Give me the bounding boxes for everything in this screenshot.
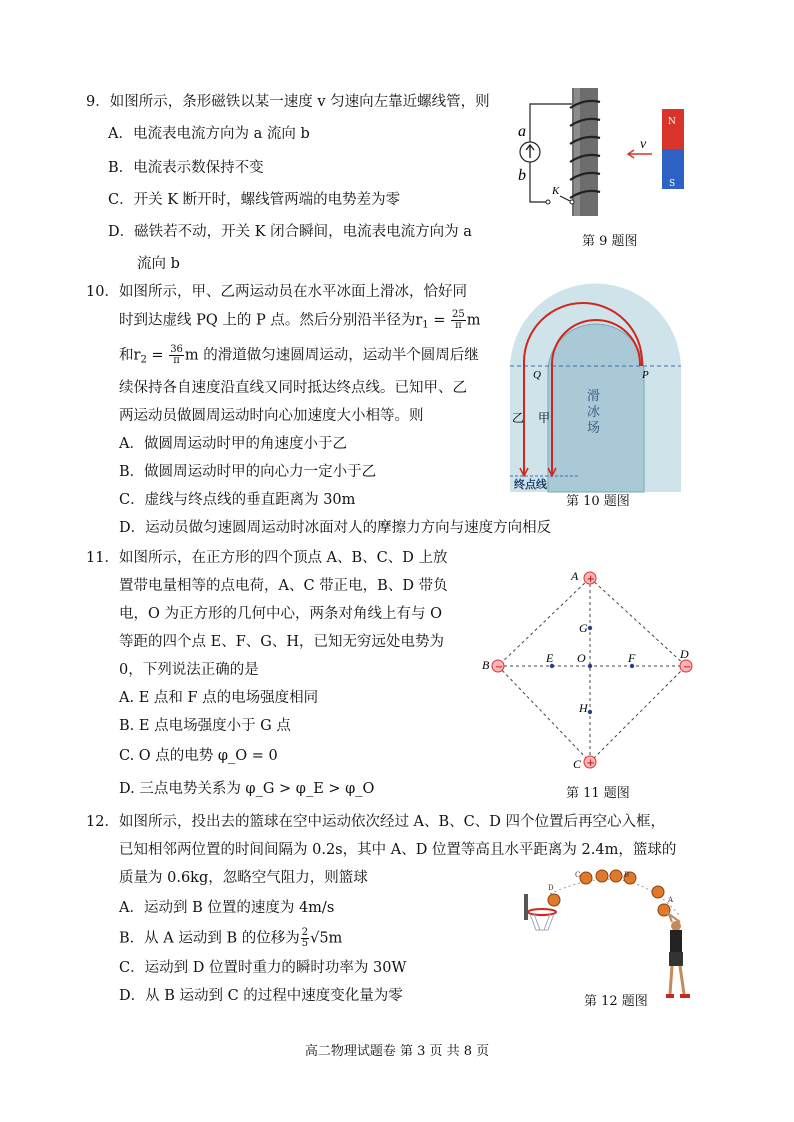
q9-option-d: D．磁铁若不动，开关 K 闭合瞬间，电流表电流方向为 a [108,224,472,240]
q9-stem: 9．如图所示，条形磁铁以某一速度 v 匀速向左靠近螺线管，则 [86,94,490,110]
q12-option-d: D．从 B 运动到 C 的过程中速度变化量为零 [119,988,403,1004]
label-h: H [579,701,588,715]
label-q: Q [533,369,541,381]
charge-d [680,660,692,673]
rink-label-3: 场 [587,421,601,436]
charge-c [584,756,596,769]
svg-text:+: + [586,758,595,769]
q10-option-b: B．做圆周运动时甲的向心力一定小于乙 [119,464,377,480]
label-finish: 终点线 [514,478,547,491]
label-jia: 甲 [538,411,551,425]
q11-option-d: D. 三点电势关系为 φ_G > φ_E > φ_O [119,781,375,797]
q12-option-c: C．运动到 D 位置时重力的瞬时功率为 30W [119,960,407,976]
q11-caption: 第 11 题图 [566,786,630,801]
q10-option-c: C．虚线与终点线的垂直距离为 30m [119,492,356,508]
point-g [588,626,592,630]
label-f: F [628,651,636,665]
q10-line3: 和$r_2$ = $\frac{36}{\pi}$ m 的滑道做匀速圆周运动，运动半个圆周后继 [119,344,479,366]
q9-figure [510,84,690,224]
q10-caption: 第 10 题图 [566,494,630,509]
rink-label-2: 冰 [587,405,601,420]
label-yi: 乙 [512,411,525,425]
label-c: C [573,757,582,771]
ball-c2 [596,870,608,882]
q11-line4: 等距的四个点 E、F、G、H，已知无穷远处电势为 [119,634,444,650]
q9-caption: 第 9 题图 [582,234,638,249]
ball-d [548,894,560,906]
q11-line2: 置带电量相等的点电荷，A、C 带正电，B、D 带负 [119,578,448,594]
q12-line3: 质量为 0.6kg，忽略空气阻力，则篮球 [119,870,368,886]
q10-option-d: D．运动员做匀速圆周运动时冰面对人的摩擦力方向与速度方向相反 [119,520,552,536]
q10-line1: 10．如图所示，甲、乙两运动员在水平冰面上滑冰，恰好同 [86,284,467,300]
q12-line1: 12．如图所示，投出去的篮球在空中运动依次经过 A、B、C、D 四个位置后再空心入框， [86,814,666,830]
q12-option-a: A．运动到 B 位置的速度为 4m/s [119,900,335,916]
svg-text:−: − [495,662,504,673]
q9-option-b: B．电流表示数保持不变 [108,160,264,176]
q11-line5: 0，下列说法正确的是 [119,662,259,678]
q10-line5: 两运动员做圆周运动时向心加速度大小相等。则 [119,408,424,424]
label-c: C [575,871,581,879]
q10-line4: 续保持各自速度沿直线又同时抵达终点线。已知甲、乙 [119,380,467,396]
label-s: S [669,179,676,189]
q12-option-b: B．从 A 运动到 B 的位移为 $\frac{2}{5}$ √5m [119,927,343,949]
label-k: K [552,185,560,197]
label-a: A [571,569,579,583]
square-outline [498,578,686,762]
label-p: P [642,369,649,381]
q11-line3: 电，O 为正方形的几何中心，两条对角线上有与 O [119,606,442,622]
q10-option-a: A．做圆周运动时甲的角速度小于乙 [119,436,347,452]
ball-c1 [580,872,592,884]
label-n: N [668,117,676,127]
label-b: B [624,871,630,879]
rink-label-1: 滑 [587,389,601,404]
q9-option-a: A．电流表电流方向为 a 流向 b [108,126,310,142]
label-d: D [548,884,554,892]
label-g: G [579,621,588,635]
label-d: D [680,647,689,661]
basketball-player [666,912,690,996]
page-footer: 高二物理试题卷 第 3 页 共 8 页 [304,1044,490,1059]
ball-mid [652,886,664,898]
q11-option-b: B. E 点电场强度小于 G 点 [119,718,291,734]
svg-text:−: − [683,662,692,673]
label-a: a [518,123,526,140]
q12-caption: 第 12 题图 [584,994,648,1009]
charge-a [584,572,596,585]
q11-line1: 11．如图所示，在正方形的四个顶点 A、B、C、D 上放 [86,550,448,566]
q11-figure [478,566,708,776]
q12-line2: 已知相邻两位置的时间间隔为 0.2s，其中 A、D 位置等高且水平距离为 2.4m，篮球的 [119,842,677,858]
charge-b [492,660,504,673]
q10-line2: 时到达虚线 PQ 上的 P 点。然后分别沿半径为$r_1$ = $\frac{25}{\pi}$ m [119,309,481,331]
label-a: A [668,896,674,904]
point-o [588,664,592,668]
label-b: B [482,658,490,672]
label-e: E [546,651,554,665]
magnet-north [662,109,684,149]
q11-option-c: C. O 点的电势 φ_O = 0 [119,748,278,764]
svg-text:+: + [586,574,595,585]
label-o: O [577,651,586,665]
label-b: b [518,167,526,184]
q10-figure [508,284,683,492]
q9-option-d-cont: 流向 b [137,256,180,272]
ball-b1 [610,870,622,882]
q9-option-c: C．开关 K 断开时，螺线管两端的电势差为零 [108,192,401,208]
point-h [588,710,592,714]
label-v: v [640,137,647,152]
q11-option-a: A. E 点和 F 点的电场强度相同 [119,690,319,706]
